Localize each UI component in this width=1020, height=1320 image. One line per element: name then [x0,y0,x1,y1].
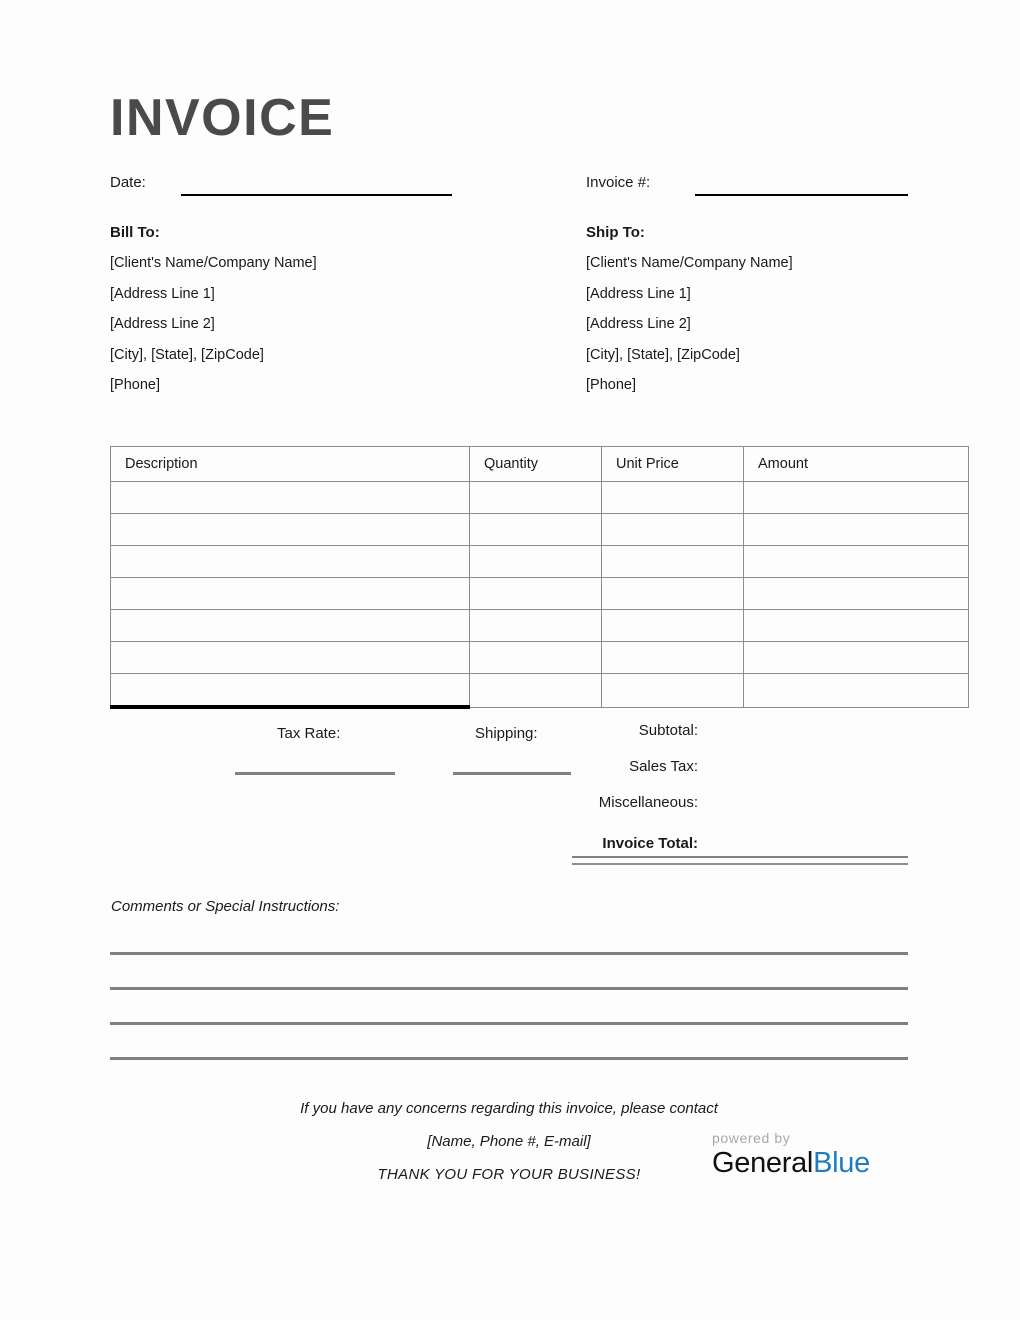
page-title: INVOICE [110,89,335,147]
ship-to-line-city-state-zip: [City], [State], [ZipCode] [586,346,740,363]
table-row [111,546,969,578]
ship-to-heading: Ship To: [586,224,645,241]
bill-to-line-address-2: [Address Line 2] [110,316,215,332]
table-row [111,642,969,674]
footer-contact-placeholder: [Name, Phone #, E-mail] [427,1133,591,1150]
bill-to-line-city-state-zip: [City], [State], [ZipCode] [110,346,264,363]
line-items-table [110,446,969,709]
bill-to-line-name: [Client's Name/Company Name] [110,255,317,271]
cell-amount[interactable] [744,482,969,514]
brand-name-first: General [712,1147,814,1179]
ship-to-line-name: [Client's Name/Company Name] [586,255,793,271]
cell-amount[interactable] [744,514,969,546]
subtotal-label: Subtotal: [638,722,698,739]
powered-by-label: powered by [712,1130,791,1146]
column-header-amount: Amount [744,447,969,482]
bill-to-line-phone: [Phone] [110,377,160,393]
cell-amount[interactable] [744,674,969,708]
cell-unit-price[interactable] [602,642,744,674]
generalblue-logo [712,1131,870,1178]
tax-rate-input-line[interactable] [235,772,395,775]
totals-block [440,722,698,852]
invoice-total-underline [572,856,908,865]
tax-rate-label: Tax Rate: [277,725,341,742]
cell-amount[interactable] [744,546,969,578]
footer-contact-note: If you have any concerns regarding this invoice, please contact [300,1100,718,1117]
miscellaneous-label: Miscellaneous: [598,794,698,811]
cell-quantity[interactable] [470,610,602,642]
cell-amount[interactable] [744,578,969,610]
bill-to-line-address-1: [Address Line 1] [110,285,215,302]
cell-unit-price[interactable] [602,514,744,546]
cell-description[interactable] [111,610,470,642]
column-header-description: Description [111,447,470,482]
cell-unit-price[interactable] [602,674,744,708]
cell-description[interactable] [111,674,470,708]
comments-label: Comments or Special Instructions: [111,898,340,915]
cell-unit-price[interactable] [602,546,744,578]
ship-to-line-address-2: [Address Line 2] [586,316,691,332]
ship-to-line-phone: [Phone] [586,377,636,393]
cell-amount[interactable] [744,642,969,674]
cell-quantity[interactable] [470,674,602,708]
brand-name-second: Blue [813,1147,870,1179]
date-label: Date: [110,174,146,191]
comments-line-1[interactable] [110,952,908,955]
comments-line-3[interactable] [110,1022,908,1025]
cell-quantity[interactable] [470,642,602,674]
cell-amount[interactable] [744,610,969,642]
bill-to-heading: Bill To: [110,224,160,241]
table-row [111,610,969,642]
ship-to-block [586,224,793,393]
cell-description[interactable] [111,482,470,514]
shipping-label: Shipping: [475,725,538,742]
sales-tax-label: Sales Tax: [629,758,698,775]
cell-unit-price[interactable] [602,482,744,514]
table-row [111,674,969,708]
cell-description[interactable] [111,642,470,674]
invoice-number-input-line[interactable] [695,194,908,196]
cell-description[interactable] [111,578,470,610]
comments-line-4[interactable] [110,1057,908,1060]
date-input-line[interactable] [181,194,452,196]
column-header-quantity: Quantity [470,447,602,482]
brand-wordmark [712,1149,870,1178]
table-header-row [111,447,969,482]
cell-unit-price[interactable] [602,578,744,610]
comments-line-2[interactable] [110,987,908,990]
column-header-unit-price: Unit Price [602,447,744,482]
table-row [111,578,969,610]
footer-thank-you: THANK YOU FOR YOUR BUSINESS! [377,1166,641,1183]
cell-unit-price[interactable] [602,610,744,642]
table-row [111,482,969,514]
bill-to-block [110,224,317,393]
invoice-total-label: Invoice Total: [602,835,698,852]
invoice-number-label: Invoice #: [586,174,651,191]
table-row [111,514,969,546]
cell-quantity[interactable] [470,546,602,578]
cell-description[interactable] [111,514,470,546]
ship-to-line-address-1: [Address Line 1] [586,285,691,302]
cell-description[interactable] [111,546,470,578]
cell-quantity[interactable] [470,514,602,546]
cell-quantity[interactable] [470,578,602,610]
cell-quantity[interactable] [470,482,602,514]
